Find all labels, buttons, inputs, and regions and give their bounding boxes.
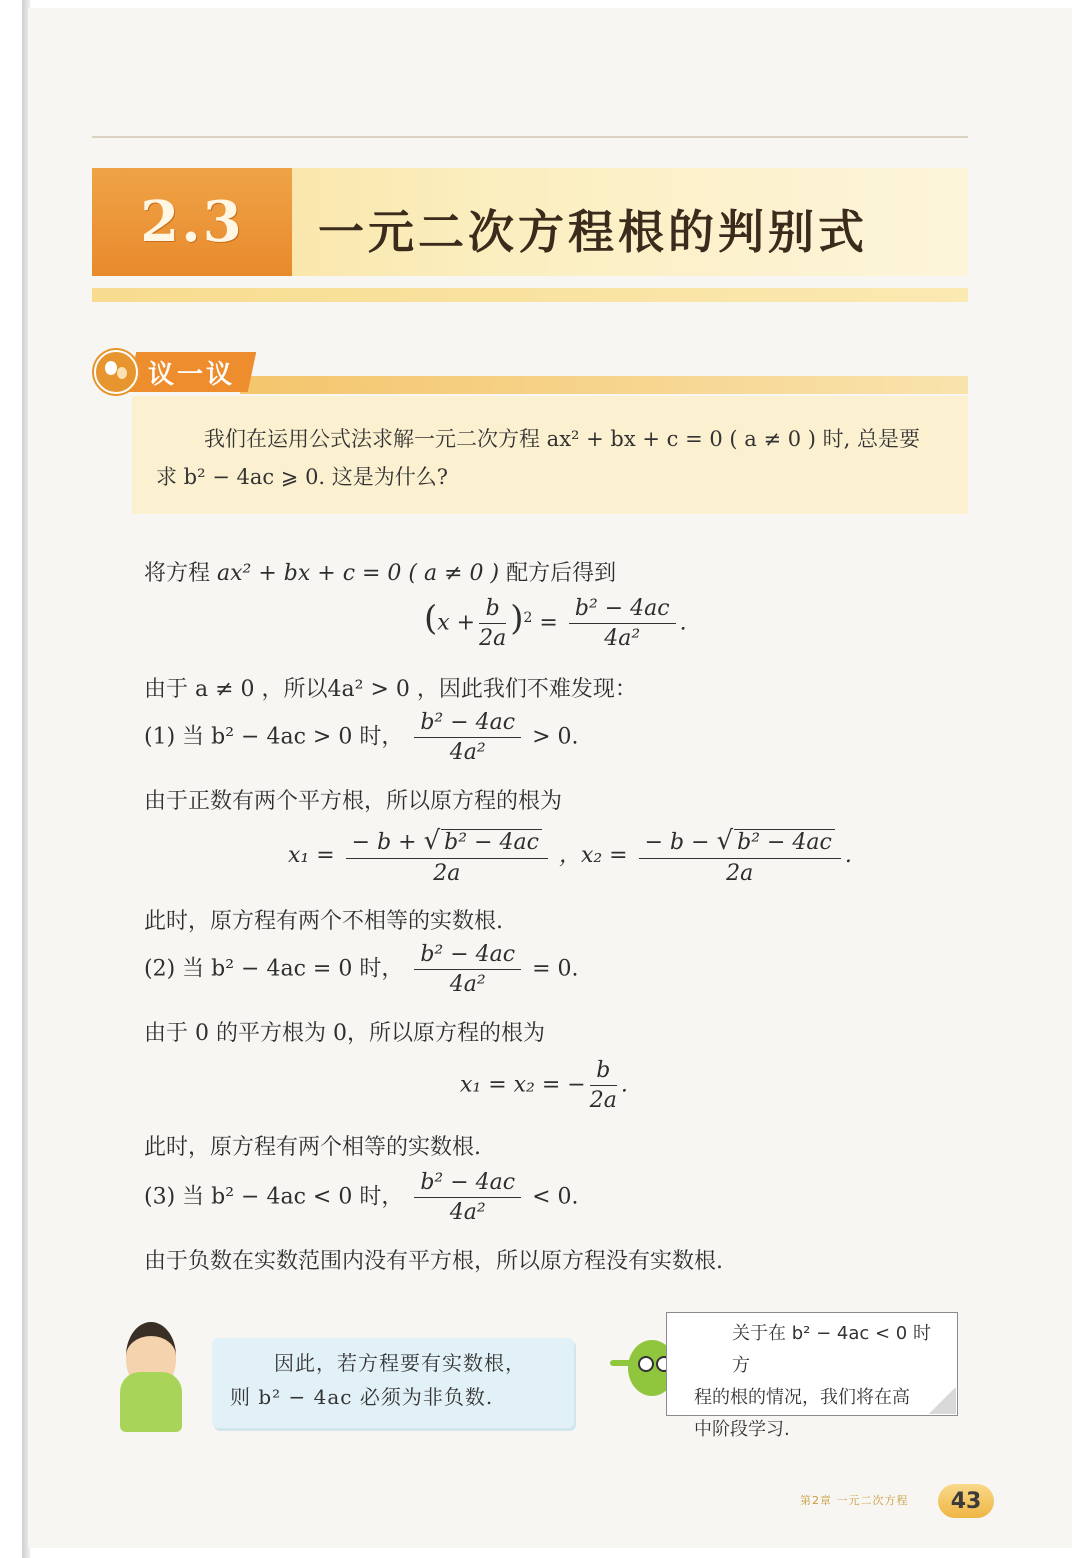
eq1-x-plus: x + [437,610,476,636]
page-number: 43 [950,1488,982,1514]
title-underbar [92,288,968,302]
case3-conclusion: 由于负数在实数范围内没有平方根，所以原方程没有实数根. [144,1249,723,1274]
case3-line [144,1170,579,1225]
section-number: 2.3 [140,189,244,255]
x12-denominator: 2a [589,1088,617,1113]
right-note-text [694,1318,948,1446]
left-bubble-line-1: 因此，若方程要有实数根， [274,1351,526,1375]
case2-line [144,942,579,997]
creature-eye-left [638,1356,654,1372]
x2-num-prefix: − b − [644,830,717,855]
x1-num-prefix: − b + [351,830,424,855]
intro-equation: ax² + bx + c = 0 ( a ≠ 0 ) [217,561,500,586]
roots-formula: x₁ = $\frac{\text{− b + √ b² − 4ac}}{2a}$ ，x₂ = $\frac{\text{− b − √ b² − 4ac}}{2a}$ . [288,826,852,886]
eq1-inner-numerator: b [479,596,506,624]
case1-conclusion: 此时，原方程有两个不相等的实数根. [144,909,503,934]
section-number-box [92,168,292,276]
x1-label: x₁ = [288,843,335,868]
x12-numerator: b [590,1058,617,1086]
intro-line [144,556,616,587]
x2-label: ，x₂ = [558,843,628,868]
case1-suffix: > 0. [532,724,579,750]
x2-denominator: 2a [726,861,754,886]
case2-suffix: = 0. [532,956,579,982]
discussion-text [156,420,956,496]
discussion-people-icon [94,350,138,394]
case2-denominator: 4a² [449,972,486,997]
discussion-line-2: 求 b² − 4ac ⩾ 0. 这是为什么? [156,465,449,489]
girl-body [120,1372,182,1432]
case1-prefix: (1) 当 b² − 4ac > 0 时， [144,724,404,750]
since-line: 由于 a ≠ 0 ，所以4a² > 0 ，因此我们不难发现： [144,677,637,702]
x2-radicand: b² − 4ac [734,829,835,855]
case3-numerator: b² − 4ac [414,1170,521,1198]
case1-reason: 由于正数有两个平方根，所以原方程的根为 [144,789,563,814]
eq1-numerator: b² − 4ac [569,596,676,624]
right-note-line-2: 程的根的情况，我们将在高 [694,1387,910,1408]
x1-radicand: b² − 4ac [441,829,542,855]
discussion-label: 议一议 [148,360,236,390]
x12-label: x₁ = x₂ = − [460,1072,586,1098]
page-number-badge [938,1484,994,1518]
case2-conclusion: 此时，原方程有两个相等的实数根. [144,1135,481,1160]
case3-suffix: < 0. [532,1184,579,1210]
discussion-line-1: 我们在运用公式法求解一元二次方程 ax² + bx + c = 0 ( a ≠ 0 ) 时, 总是要 [204,427,920,451]
right-note-line-1: 关于在 b² − 4ac < 0 时方 [732,1323,931,1376]
intro-prefix: 将方程 [144,561,211,586]
case1-line [144,710,579,765]
left-bubble-text [230,1346,570,1414]
case2-reason: 由于 0 的平方根为 0，所以原方程的根为 [144,1021,545,1046]
eq1-inner-denominator: 2a [479,626,507,651]
left-bubble-line-2: 则 b² − 4ac 必须为非负数. [230,1385,494,1409]
intro-suffix: 配方后得到 [506,561,617,586]
equal-roots-formula: x₁ = x₂ = − $\frac{b}{2a}$ . [460,1058,628,1113]
case2-numerator: b² − 4ac [414,942,521,970]
discussion-header-bar [240,376,968,394]
footer-chapter: 第2章 一元二次方程 [800,1494,909,1507]
case1-denominator: 4a² [449,740,486,765]
case2-prefix: (2) 当 b² − 4ac = 0 时， [144,956,404,982]
section-title: 一元二次方程根的判别式 [318,205,868,259]
case3-prefix: (3) 当 b² − 4ac < 0 时， [144,1184,404,1210]
student-girl-illustration [120,1322,182,1422]
completed-square-equation: (x + $\frac{b}{2a}$ )$^2$ = $\frac{\text{b² − 4ac}}{\text{4a²}}$ . [424,596,687,651]
case3-denominator: 4a² [449,1200,486,1225]
eq1-denominator: 4a² [604,626,641,651]
eq1-equals: = [539,610,565,636]
case1-numerator: b² − 4ac [414,710,521,738]
top-rule [92,136,968,138]
x1-denominator: 2a [433,861,461,886]
right-note-line-3: 中阶段学习. [694,1419,790,1440]
